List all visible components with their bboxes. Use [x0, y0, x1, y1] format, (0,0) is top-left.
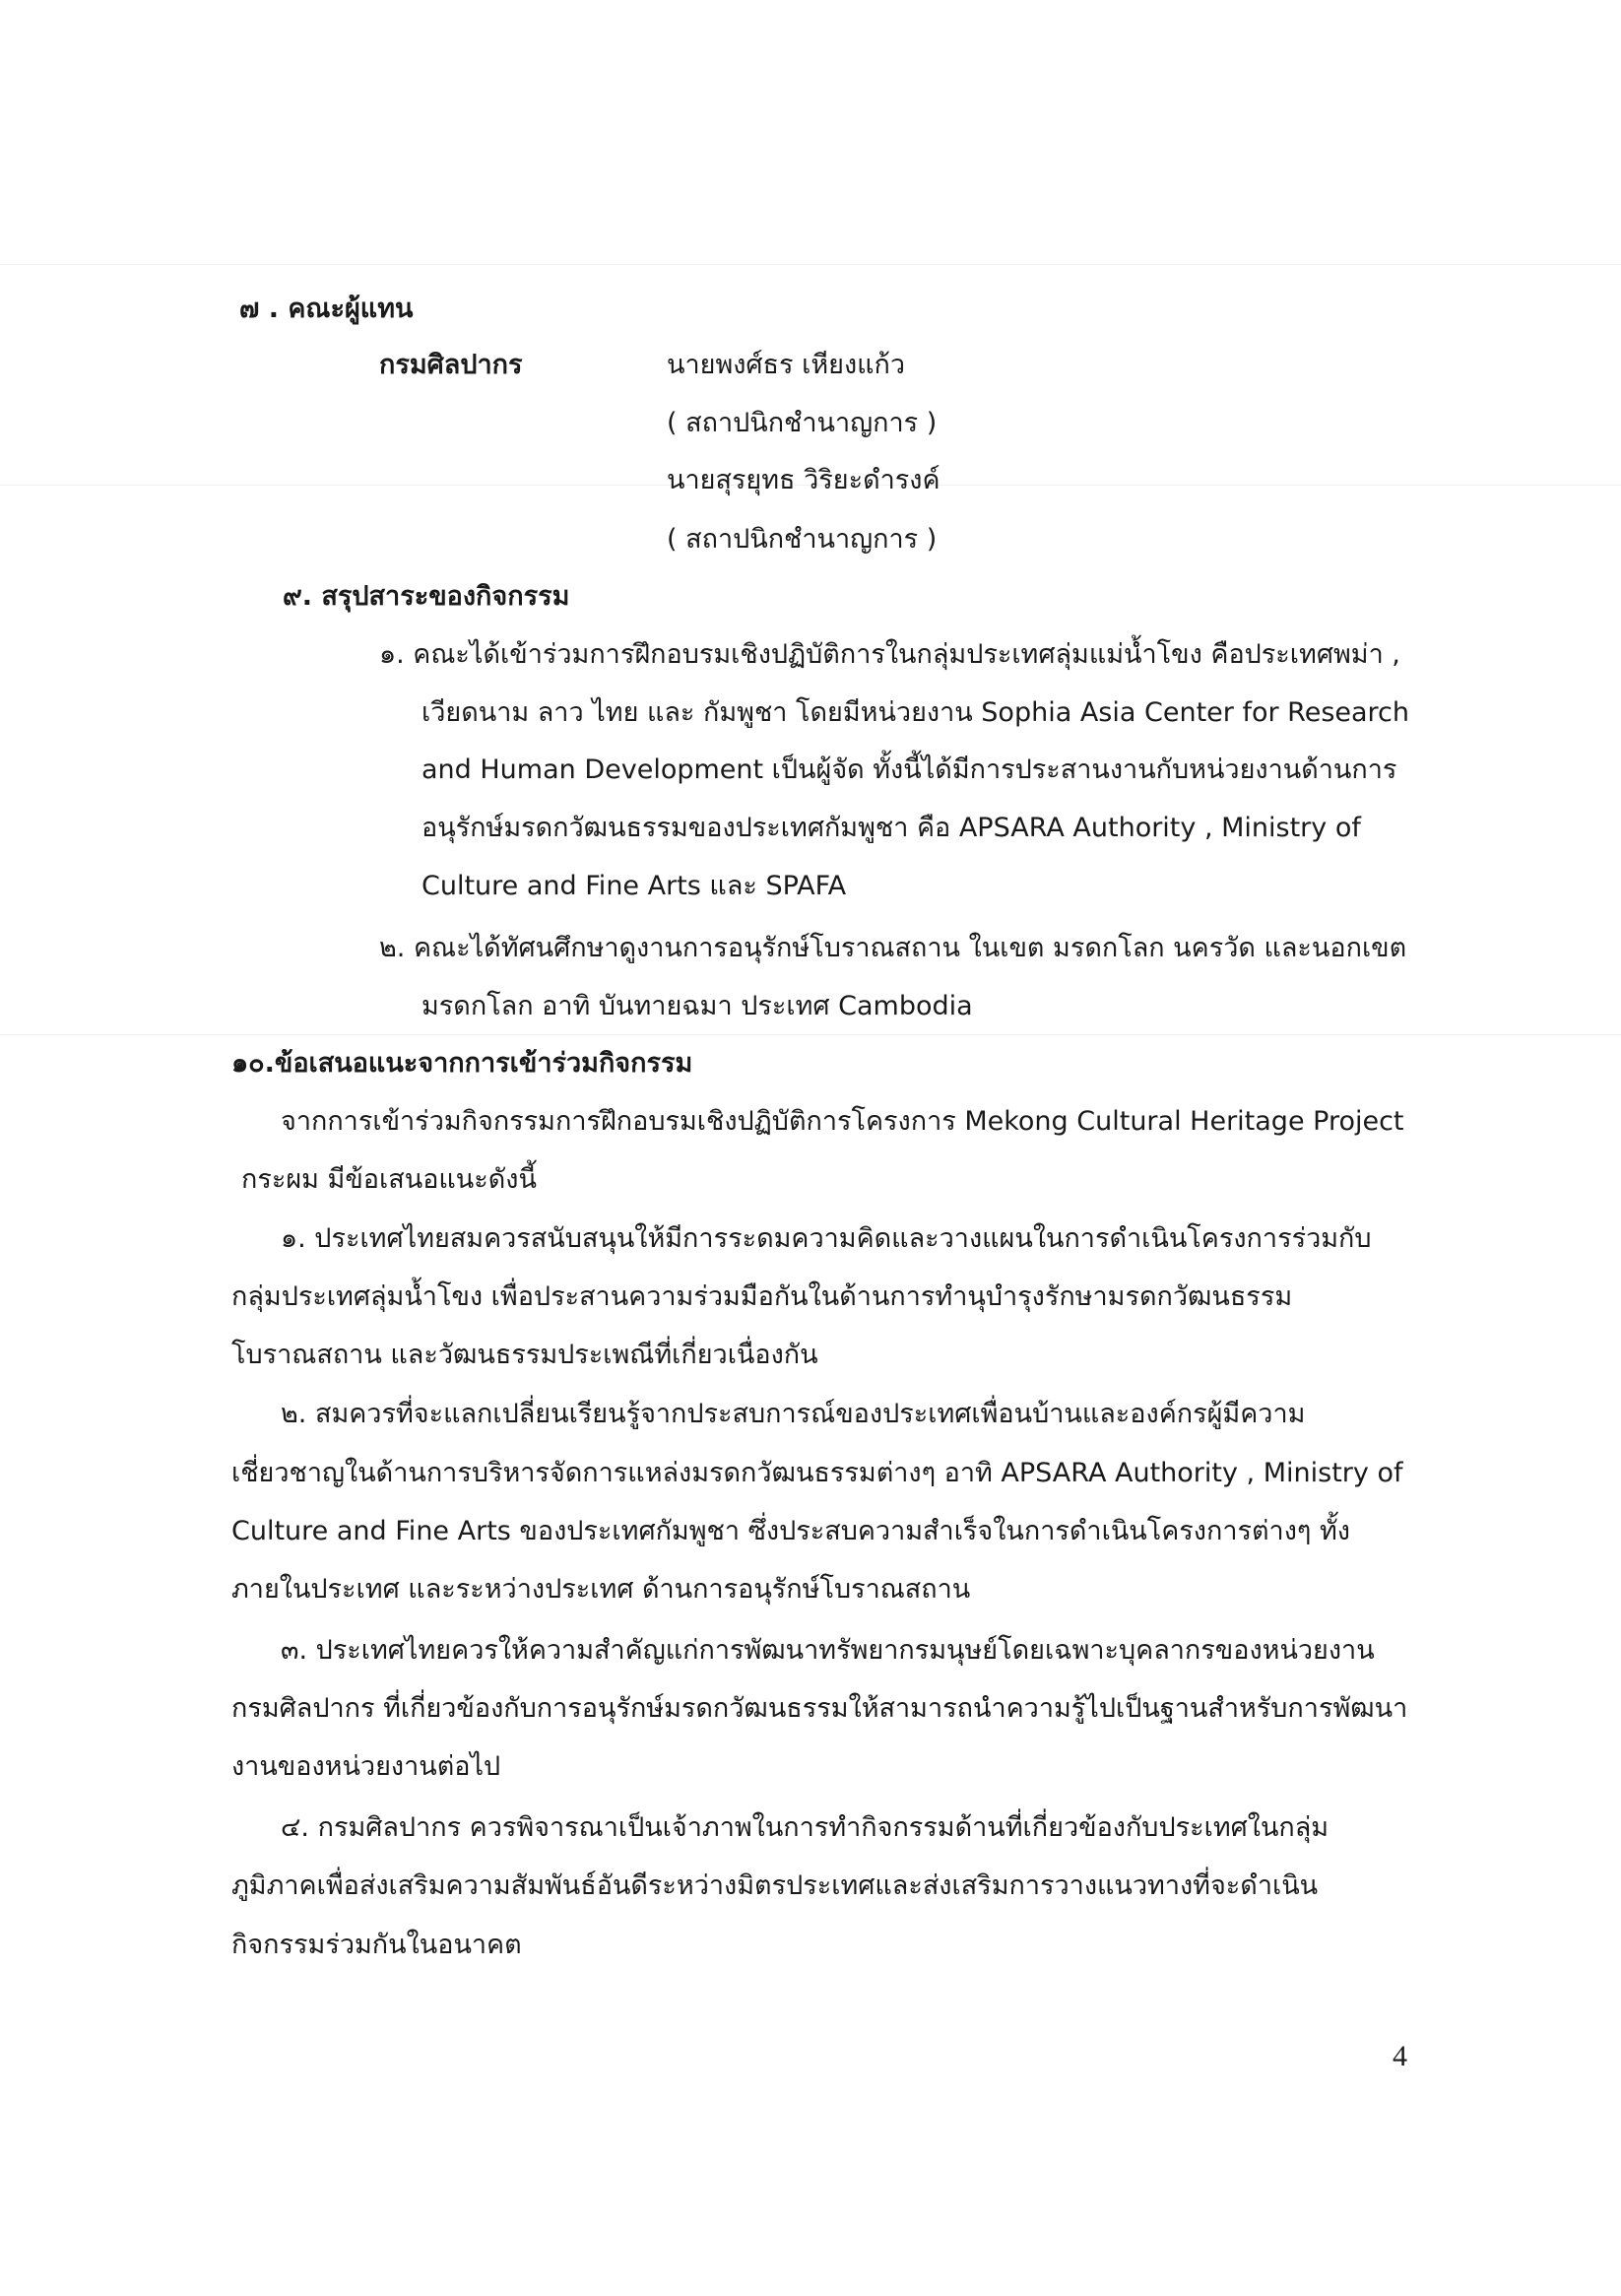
department-name: กรมศิลปากร: [379, 350, 523, 380]
section-9-line: ๒. คณะได้ทัศนศึกษาดูงานการอนุรักษ์โบราณสถาน ในเขต มรดกโลก นครวัด และนอกเขต: [379, 933, 1407, 963]
section-9-line: เวียดนาม ลาว ไทย และ กัมพูชา โดยมีหน่วยงาน Sophia Asia Center for Research: [421, 697, 1410, 728]
section-10-line: กรมศิลปากร ที่เกี่ยวข้องกับการอนุรักษ์มรดกวัฒนธรรมให้สามารถนำความรู้ไปเป็นฐานสำหรับการพัฒนา: [231, 1693, 1408, 1724]
section-10-line: ภายในประเทศ และระหว่างประเทศ ด้านการอนุรักษ์โบราณสถาน: [231, 1574, 971, 1605]
section-10-line: ๔. กรมศิลปากร ควรพิจารณาเป็นเจ้าภาพในการทำกิจกรรมด้านที่เกี่ยวข้องกับประเทศในกลุ่ม: [281, 1812, 1329, 1843]
section-10-line: Culture and Fine Arts ของประเทศกัมพูชา ซึ่งประสบความสำเร็จในการดำเนินโครงการต่างๆ ทั้ง: [231, 1516, 1350, 1546]
scan-line: [0, 1034, 1621, 1035]
section-10-line: จากการเข้าร่วมกิจกรรมการฝึกอบรมเชิงปฏิบัติการโครงการ Mekong Cultural Heritage Project: [281, 1106, 1404, 1137]
section-10-line: โบราณสถาน และวัฒนธรรมประเพณีที่เกี่ยวเนื่องกัน: [231, 1340, 818, 1370]
section-9-line: ๑. คณะได้เข้าร่วมการฝึกอบรมเชิงปฏิบัติการในกลุ่มประเทศลุ่มแม่น้ำโขง คือประเทศพม่า ,: [379, 639, 1400, 670]
section-10-line: ๑. ประเทศไทยสมควรสนับสนุนให้มีการระดมความคิดและวางแผนในการดำเนินโครงการร่วมกับ: [281, 1223, 1372, 1254]
section-9-line: มรดกโลก อาทิ บันทายฉมา ประเทศ Cambodia: [421, 991, 973, 1021]
delegate-2-title: ( สถาปนิกชำนาญการ ): [667, 524, 938, 555]
section-10-line: ๓. ประเทศไทยควรให้ความสำคัญแก่การพัฒนาทรัพยากรมนุษย์โดยเฉพาะบุคลากรของหน่วยงาน: [281, 1635, 1375, 1666]
section-10-line: งานของหน่วยงานต่อไป: [231, 1751, 501, 1782]
section-10-line: ภูมิภาคเพื่อส่งเสริมความสัมพันธ์อันดีระหว่างมิตรประเทศและส่งเสริมการวางแนวทางที่จะดำเนิน: [231, 1870, 1319, 1901]
section-9-line: Culture and Fine Arts และ SPAFA: [421, 871, 847, 901]
section-7-heading: ๗ . คณะผู้แทน: [239, 294, 414, 324]
section-10-line: เชี่ยวชาญในด้านการบริหารจัดการแหล่งมรดกวัฒนธรรมต่างๆ อาทิ APSARA Authority , Ministry of: [231, 1458, 1403, 1488]
section-10-line: กิจกรรมร่วมกันในอนาคต: [231, 1930, 522, 1960]
page-number: 4: [1393, 2040, 1407, 2072]
section-9-line: and Human Development เป็นผู้จัด ทั้งนี้ได้มีการประสานงานกับหน่วยงานด้านการ: [421, 754, 1397, 785]
section-9-heading: ๙. สรุปสาระของกิจกรรม: [283, 581, 570, 612]
section-10-line: กลุ่มประเทศลุ่มน้ำโขง เพื่อประสานความร่วมมือกันในด้านการทำนุบำรุงรักษามรดกวัฒนธรรม: [231, 1281, 1293, 1312]
delegate-1-title: ( สถาปนิกชำนาญการ ): [667, 408, 938, 438]
scan-line: [0, 264, 1621, 265]
delegate-1-name: นายพงศ์ธร เหียงแก้ว: [667, 350, 906, 380]
section-10-line: ๒. สมควรที่จะแลกเปลี่ยนเรียนรู้จากประสบการณ์ของประเทศเพื่อนบ้านและองค์กรผู้มีความ: [281, 1399, 1306, 1429]
delegate-2-name: นายสุรยุทธ วิริยะดำรงค์: [667, 465, 940, 495]
section-10-heading: ๑๐.ข้อเสนอแนะจากการเข้าร่วมกิจกรรม: [231, 1048, 693, 1079]
section-10-line: กระผม มีข้อเสนอแนะดังนี้: [241, 1164, 537, 1195]
section-9-line: อนุรักษ์มรดกวัฒนธรรมของประเทศกัมพูชา คือ APSARA Authority , Ministry of: [421, 813, 1361, 843]
